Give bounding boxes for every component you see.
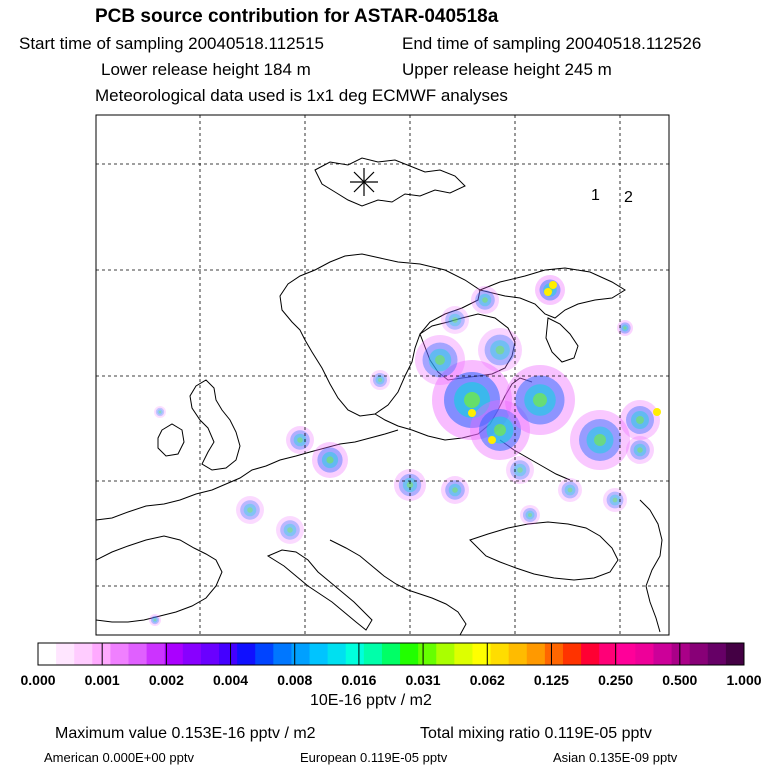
- start-time-label: Start time of sampling 20040518.112515: [19, 34, 324, 53]
- colorbar-cell: [527, 643, 546, 665]
- colorbar-cell: [690, 643, 709, 665]
- colorbar-cell: [617, 643, 636, 665]
- colorbar-cell: [147, 643, 166, 665]
- colorbar-cell: [491, 643, 510, 665]
- colorbar-cell: [708, 643, 727, 665]
- colorbar-tick-label: 0.004: [213, 672, 249, 688]
- upper-height-label: Upper release height 245 m: [402, 60, 612, 79]
- colorbar-cell: [364, 643, 383, 665]
- colorbar-cell: [726, 643, 745, 665]
- colorbar-tick-label: 0.016: [341, 672, 377, 688]
- colorbar-tick-label: 0.001: [84, 672, 120, 688]
- colorbar-cell: [310, 643, 329, 665]
- colorbar-cell: [92, 643, 111, 665]
- colorbar-cell: [219, 643, 238, 665]
- colorbar-cell: [74, 643, 93, 665]
- american-contribution: American 0.000E+00 pptv: [44, 750, 194, 765]
- colorbar-cell: [237, 643, 256, 665]
- colorbar-cell: [273, 643, 292, 665]
- colorbar-tick-label: 1.000: [726, 672, 762, 688]
- met-data-label: Meteorological data used is 1x1 deg ECMWF analyses: [95, 86, 508, 105]
- colorbar-cell: [635, 643, 654, 665]
- colorbar-cell: [129, 643, 148, 665]
- colorbar-cell: [509, 643, 528, 665]
- colorbar-tick-label: 0.125: [533, 672, 569, 688]
- colorbar-cell: [581, 643, 600, 665]
- colorbar-cell: [454, 643, 473, 665]
- colorbar-cell: [110, 643, 129, 665]
- colorbar-cell: [472, 643, 491, 665]
- colorbar-tick-label: 0.500: [662, 672, 698, 688]
- colorbar-cell: [38, 643, 57, 665]
- colorbar-cell: [328, 643, 347, 665]
- colorbar-cell: [183, 643, 202, 665]
- total-mixing-label: Total mixing ratio 0.119E-05 pptv: [420, 725, 652, 742]
- colorbar-tick-label: 0.008: [277, 672, 313, 688]
- asian-contribution: Asian 0.135E-09 pptv: [553, 750, 678, 765]
- lower-height-label: Lower release height 184 m: [101, 60, 311, 79]
- colorbar-cell: [563, 643, 582, 665]
- colorbar-cell: [382, 643, 401, 665]
- colorbar-cell: [400, 643, 419, 665]
- colorbar-tick-label: 0.250: [598, 672, 634, 688]
- colorbar-cell: [545, 643, 564, 665]
- colorbar-tick-label: 0.002: [148, 672, 184, 688]
- colorbar-cell: [418, 643, 437, 665]
- max-value-label: Maximum value 0.153E-16 pptv / m2: [55, 725, 316, 742]
- marker-label-2: 2: [624, 189, 633, 206]
- colorbar-units: 10E-16 pptv / m2: [310, 692, 432, 709]
- colorbar-cell: [56, 643, 75, 665]
- european-contribution: European 0.119E-05 pptv: [300, 750, 448, 765]
- colorbar-cell: [255, 643, 274, 665]
- colorbar-tick-label: 0.000: [20, 672, 56, 688]
- colorbar-cell: [599, 643, 618, 665]
- colorbar-cells: [38, 643, 745, 665]
- marker-label-1: 1: [591, 187, 600, 204]
- colorbar-tick-label: 0.062: [469, 672, 505, 688]
- colorbar-cell: [672, 643, 691, 665]
- plot-title: PCB source contribution for ASTAR-040518a: [95, 6, 499, 27]
- colorbar-cell: [436, 643, 455, 665]
- colorbar-cell: [346, 643, 365, 665]
- colorbar-cell: [201, 643, 220, 665]
- colorbar-tick-label: 0.031: [405, 672, 441, 688]
- colorbar-cell: [165, 643, 184, 665]
- end-time-label: End time of sampling 20040518.112526: [402, 34, 702, 53]
- colorbar-cell: [653, 643, 672, 665]
